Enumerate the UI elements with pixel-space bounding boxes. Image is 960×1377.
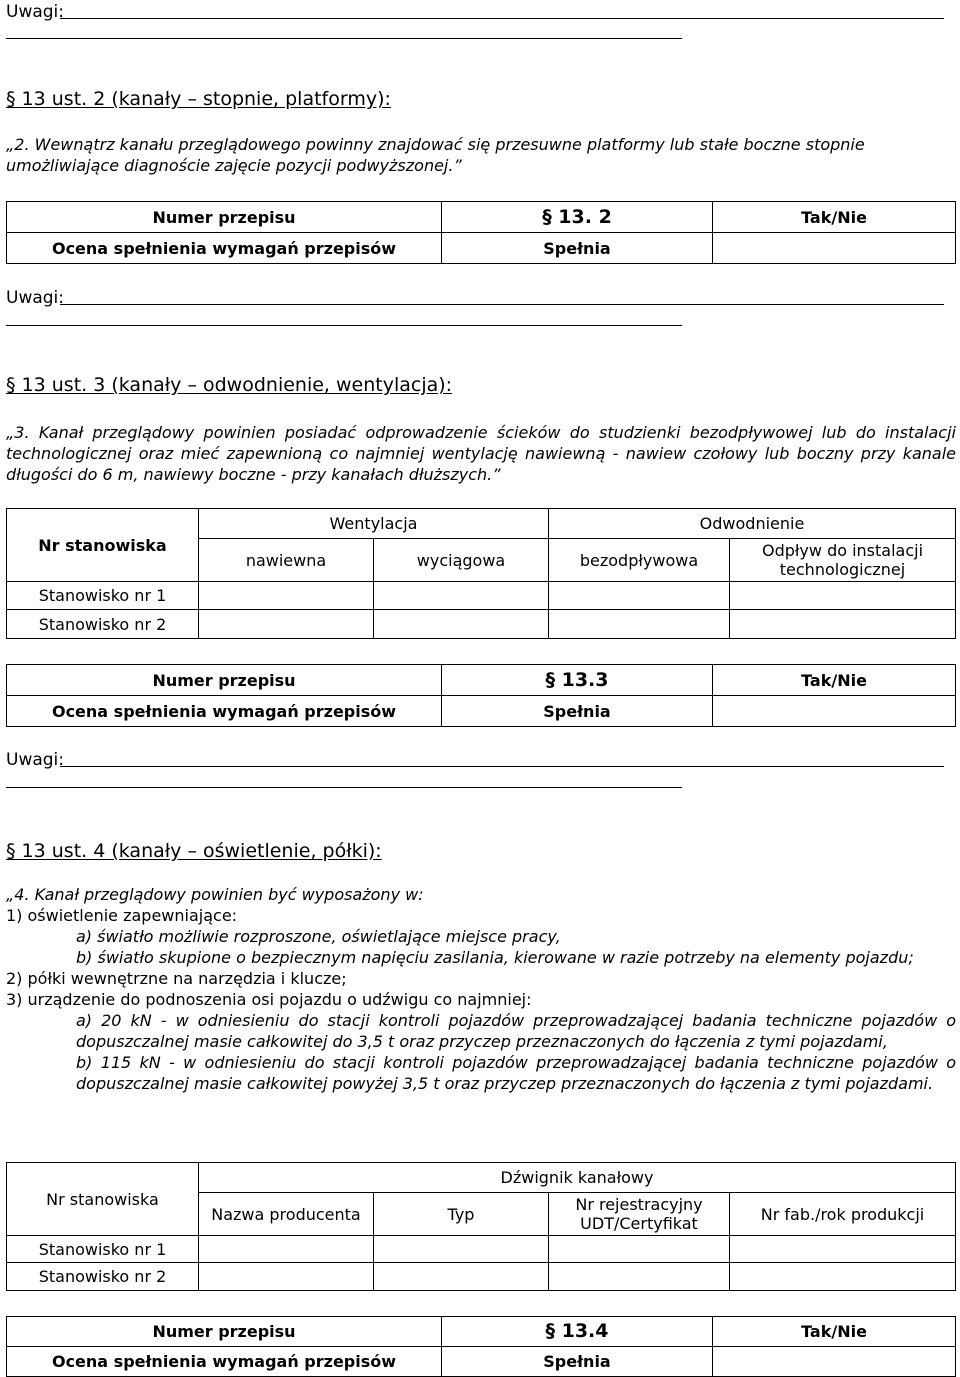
tak-nie-label: Tak/Nie xyxy=(713,665,956,696)
lift-table-13-4 xyxy=(6,1162,956,1291)
odplyw-header: Odpływ do instalacji technologicznej xyxy=(730,539,956,582)
cell-input[interactable] xyxy=(730,1263,956,1291)
cell-input[interactable] xyxy=(374,1263,549,1291)
tak-nie-cell[interactable] xyxy=(713,233,956,264)
numer-przepisu-value: § 13.4 xyxy=(442,1317,713,1347)
ocena-label: Ocena spełnienia wymagań przepisów xyxy=(7,233,442,264)
list-line: 2) półki wewnętrzne na narzędzia i klucze; xyxy=(6,969,347,988)
compliance-table-13-4 xyxy=(6,1316,956,1377)
ocena-label: Ocena spełnienia wymagań przepisów xyxy=(7,696,442,727)
uwagi-line[interactable] xyxy=(6,787,682,788)
cell-input[interactable] xyxy=(374,610,549,639)
list-line: b) światło skupione o bezpiecznym napięciu zasilania, kierowane w razie potrzeby na elementy pojazdu; xyxy=(76,948,914,967)
station-table-13-3 xyxy=(6,508,956,639)
compliance-table-13-2 xyxy=(6,201,956,264)
spelnia-label: Spełnia xyxy=(442,1347,713,1377)
uwagi-label: Uwagi: xyxy=(6,288,65,308)
cell-input[interactable] xyxy=(199,1263,374,1291)
cell-input[interactable] xyxy=(730,582,956,610)
section-title-13-3: § 13 ust. 3 (kanały – odwodnienie, wentylacja): xyxy=(6,374,453,396)
nazwa-producenta-header: Nazwa producenta xyxy=(199,1193,374,1236)
list-line: „4. Kanał przeglądowy powinien być wyposażony w: xyxy=(6,885,424,904)
section-title-13-2: § 13 ust. 2 (kanały – stopnie, platformy): xyxy=(6,88,391,110)
cell-input[interactable] xyxy=(549,1263,730,1291)
section-title-13-4: § 13 ust. 4 (kanały – oświetlenie, półki): xyxy=(6,840,382,862)
compliance-table-13-3 xyxy=(6,664,956,727)
cell-input[interactable] xyxy=(549,582,730,610)
cell-input[interactable] xyxy=(730,610,956,639)
cell-input[interactable] xyxy=(199,610,374,639)
tak-nie-label: Tak/Nie xyxy=(713,202,956,233)
nr-stanowiska-header: Nr stanowiska xyxy=(7,1163,199,1236)
nr-fab-header: Nr fab./rok produkcji xyxy=(730,1193,956,1236)
tak-nie-cell[interactable] xyxy=(713,1347,956,1377)
spelnia-label: Spełnia xyxy=(442,233,713,264)
tak-nie-label: Tak/Nie xyxy=(713,1317,956,1347)
numer-przepisu-value: § 13. 2 xyxy=(442,202,713,233)
cell-input[interactable] xyxy=(199,1236,374,1263)
nr-rejestracyjny-header: Nr rejestracyjny UDT/Certyfikat xyxy=(549,1193,730,1236)
stanowisko-1-label: Stanowisko nr 1 xyxy=(7,582,199,610)
list-line: b) 115 kN - w odniesieniu do stacji kontroli pojazdów przeprowadzającej badania techniczne pojazdów o dopuszczalnej masie całkowitej powyżej 3,5 t oraz przyczep przeznaczonych do łączenia z tymi pojazdami. xyxy=(76,1053,956,1093)
uwagi-label: Uwagi: xyxy=(6,2,65,22)
bezodplywowa-header: bezodpływowa xyxy=(549,539,730,582)
list-line: a) światło możliwie rozproszone, oświetlające miejsce pracy, xyxy=(76,927,561,946)
spelnia-label: Spełnia xyxy=(442,696,713,727)
stanowisko-2-label: Stanowisko nr 2 xyxy=(7,1263,199,1291)
uwagi-line[interactable] xyxy=(6,325,682,326)
uwagi-line[interactable] xyxy=(6,38,682,39)
nawiewna-header: nawiewna xyxy=(199,539,374,582)
cell-input[interactable] xyxy=(730,1236,956,1263)
uwagi-line[interactable] xyxy=(60,766,944,767)
stanowisko-1-label: Stanowisko nr 1 xyxy=(7,1236,199,1263)
wyciagowa-header: wyciągowa xyxy=(374,539,549,582)
numer-przepisu-label: Numer przepisu xyxy=(7,202,442,233)
nr-stanowiska-header: Nr stanowiska xyxy=(7,509,199,582)
section-text-13-2: „2. Wewnątrz kanału przeglądowego powinny znajdować się przesuwne platformy lub stałe boczne stopnie umożliwiające diagnoście zajęcie pozycji podwyższonej.” xyxy=(6,135,865,175)
tak-nie-cell[interactable] xyxy=(713,696,956,727)
cell-input[interactable] xyxy=(374,1236,549,1263)
uwagi-line[interactable] xyxy=(60,18,944,19)
wentylacja-header: Wentylacja xyxy=(199,509,549,539)
section-list-13-4 xyxy=(6,884,956,1094)
numer-przepisu-label: Numer przepisu xyxy=(7,665,442,696)
list-line: 3) urządzenie do podnoszenia osi pojazdu o udźwigu co najmniej: xyxy=(6,990,532,1009)
dzwignik-header: Dźwignik kanałowy xyxy=(199,1163,956,1193)
list-line: 1) oświetlenie zapewniające: xyxy=(6,906,238,925)
cell-input[interactable] xyxy=(374,582,549,610)
typ-header: Typ xyxy=(374,1193,549,1236)
section-text-13-3: „3. Kanał przeglądowy powinien posiadać odprowadzenie ścieków do studzienki bezodpływowej lub do instalacji technologicznej oraz mieć zapewnioną co najmniej wentylację nawiewną - nawiew czołowy lub boczny przy kanale długości do 6 m, nawiewy boczne - przy kanałach dłuższych.” xyxy=(6,423,956,484)
ocena-label: Ocena spełnienia wymagań przepisów xyxy=(7,1347,442,1377)
stanowisko-2-label: Stanowisko nr 2 xyxy=(7,610,199,639)
cell-input[interactable] xyxy=(549,610,730,639)
uwagi-line[interactable] xyxy=(60,304,944,305)
list-line: a) 20 kN - w odniesieniu do stacji kontroli pojazdów przeprowadzającej badania techniczne pojazdów o dopuszczalnej masie całkowitej do 3,5 t oraz przyczep przeznaczonych do łączenia z tymi pojazdami, xyxy=(76,1011,956,1051)
numer-przepisu-value: § 13.3 xyxy=(442,665,713,696)
cell-input[interactable] xyxy=(549,1236,730,1263)
cell-input[interactable] xyxy=(199,582,374,610)
odwodnienie-header: Odwodnienie xyxy=(549,509,956,539)
uwagi-label: Uwagi: xyxy=(6,750,65,770)
numer-przepisu-label: Numer przepisu xyxy=(7,1317,442,1347)
